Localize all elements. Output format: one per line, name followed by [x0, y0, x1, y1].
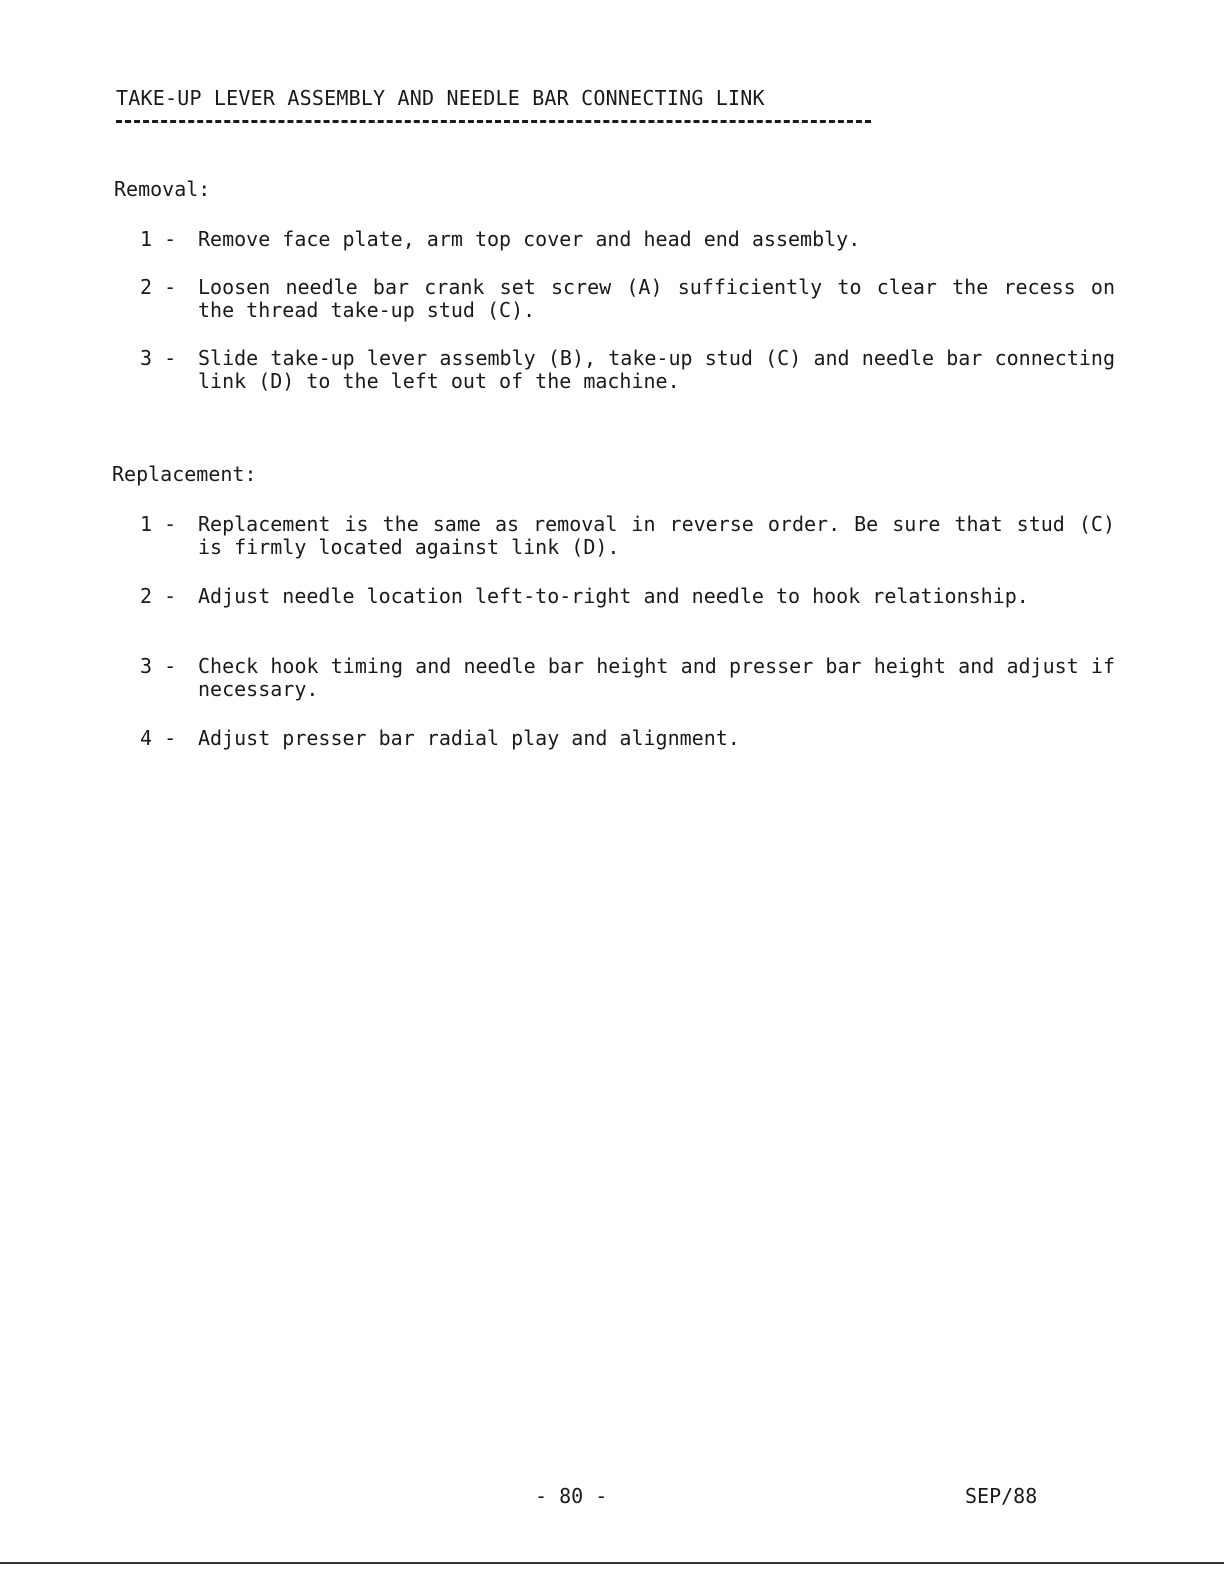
step-text: Slide take-up lever assembly (B), take-up stud (C) and needle bar connecting link (D) to the left out of the machine. [198, 346, 1115, 393]
removal-step-2 [140, 276, 1115, 322]
replacement-step-1 [140, 513, 1115, 559]
removal-step-1 [140, 228, 1115, 251]
step-number: 1 - [140, 227, 177, 251]
replacement-step-3 [140, 655, 1115, 701]
step-number: 1 - [140, 512, 177, 536]
page-title: TAKE-UP LEVER ASSEMBLY AND NEEDLE BAR CONNECTING LINK [116, 86, 765, 110]
replacement-heading: Replacement: [112, 462, 257, 486]
step-number: 3 - [140, 654, 177, 678]
replacement-step-2 [140, 585, 1115, 608]
step-number: 2 - [140, 275, 177, 299]
step-number: 2 - [140, 584, 177, 608]
step-text: Replacement is the same as removal in reverse order. Be sure that stud (C) is firmly located against link (D). [198, 512, 1115, 559]
revision-date: SEP/88 [965, 1484, 1038, 1508]
page-number: - 80 - [535, 1484, 608, 1508]
removal-step-3 [140, 347, 1115, 393]
title-underline [116, 120, 871, 123]
removal-heading: Removal: [114, 177, 211, 201]
step-number: 4 - [140, 726, 177, 750]
step-text: Adjust presser bar radial play and alignment. [198, 726, 740, 750]
replacement-step-4 [140, 727, 1115, 750]
bottom-rule [0, 1562, 1224, 1564]
step-text: Remove face plate, arm top cover and head end assembly. [198, 227, 861, 251]
step-number: 3 - [140, 346, 177, 370]
step-text: Check hook timing and needle bar height and presser bar height and adjust if necessary. [198, 654, 1115, 701]
step-text: Adjust needle location left-to-right and needle to hook relationship. [198, 584, 1029, 608]
step-text: Loosen needle bar crank set screw (A) sufficiently to clear the recess on the thread take-up stud (C). [198, 275, 1115, 322]
